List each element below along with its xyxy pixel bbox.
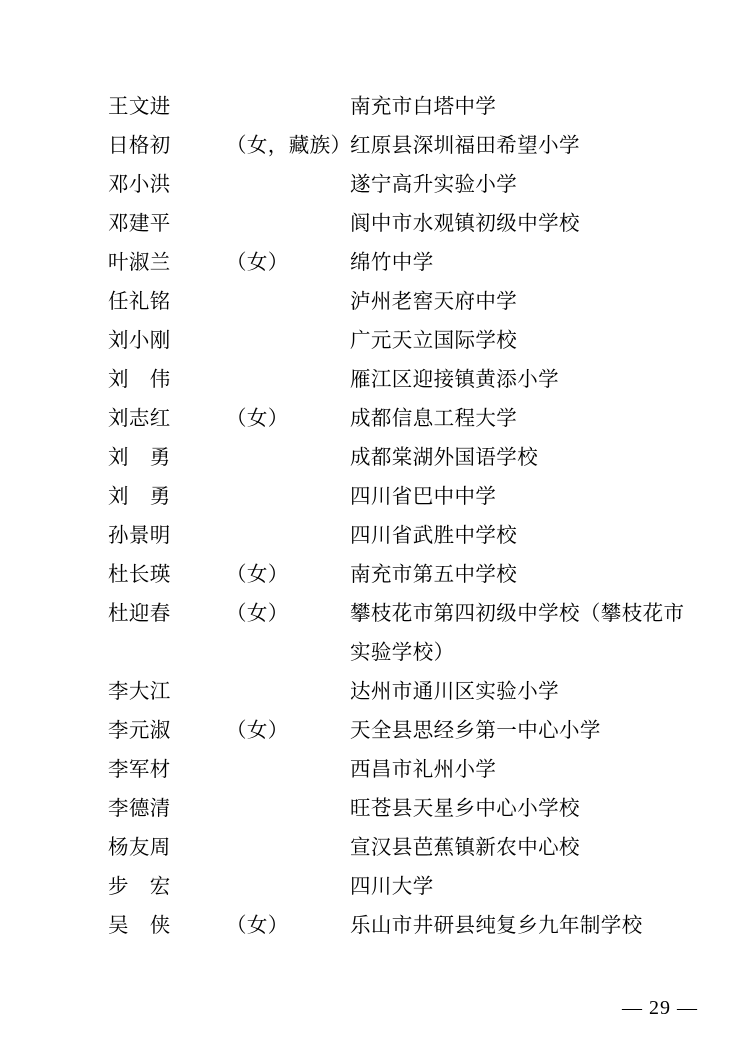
honoree-note: （女）: [226, 564, 289, 586]
list-item: [108, 283, 690, 322]
honoree-name: 刘 勇: [108, 447, 171, 469]
list-item: [108, 907, 690, 946]
honoree-note: （女）: [226, 408, 289, 430]
honoree-unit: 阆中市水观镇初级中学校: [350, 213, 580, 235]
honoree-name: 刘 勇: [108, 486, 171, 508]
list-item: [108, 634, 690, 673]
list-item: [108, 673, 690, 712]
honoree-name: 李大江: [108, 681, 171, 703]
honoree-name: 李元淑: [108, 720, 171, 742]
list-item: [108, 361, 690, 400]
honoree-name: 杜迎春: [108, 603, 171, 625]
list-item: [108, 88, 690, 127]
honoree-unit: 广元天立国际学校: [350, 330, 518, 352]
honoree-name: 邓建平: [108, 213, 171, 235]
list-item: [108, 790, 690, 829]
honoree-unit: 四川大学: [350, 876, 434, 898]
honoree-name: 叶淑兰: [108, 252, 171, 274]
list-item: [108, 400, 690, 439]
honoree-unit: 南充市第五中学校: [350, 564, 518, 586]
honoree-unit: 泸州老窖天府中学: [350, 291, 518, 313]
honoree-unit: 遂宁高升实验小学: [350, 174, 518, 196]
honoree-note: （女）: [226, 720, 289, 742]
honoree-unit: 天全县思经乡第一中心小学: [350, 720, 601, 742]
honoree-unit: 攀枝花市第四初级中学校（攀枝花市: [350, 603, 685, 625]
list-item: [108, 712, 690, 751]
list-item: [108, 556, 690, 595]
honoree-name: 刘志红: [108, 408, 171, 430]
list-item: [108, 166, 690, 205]
list-item: [108, 322, 690, 361]
honoree-name: 刘 伟: [108, 369, 171, 391]
honoree-name: 孙景明: [108, 525, 171, 547]
honoree-unit: 南充市白塔中学: [350, 96, 497, 118]
list-item: [108, 595, 690, 634]
honoree-unit: 实验学校）: [350, 642, 455, 664]
honoree-name: 李德清: [108, 798, 171, 820]
honoree-unit: 雁江区迎接镇黄添小学: [350, 369, 559, 391]
honoree-unit: 宣汉县芭蕉镇新农中心校: [350, 837, 580, 859]
honoree-note: （女）: [226, 252, 289, 274]
honoree-name: 邓小洪: [108, 174, 171, 196]
honoree-unit: 成都信息工程大学: [350, 408, 518, 430]
honoree-name: 刘小刚: [108, 330, 171, 352]
honoree-unit: 四川省巴中中学: [350, 486, 497, 508]
list-item: [108, 244, 690, 283]
honoree-name: 吴 侠: [108, 915, 171, 937]
honoree-note: （女）: [226, 603, 289, 625]
list-item: [108, 829, 690, 868]
list-item: [108, 439, 690, 478]
honoree-name: 杨友周: [108, 837, 171, 859]
honoree-unit: 成都棠湖外国语学校: [350, 447, 539, 469]
list-item: [108, 868, 690, 907]
honoree-unit: 乐山市井研县纯复乡九年制学校: [350, 915, 643, 937]
honoree-note: （女，藏族）: [226, 135, 352, 157]
list-item: [108, 205, 690, 244]
honoree-list: [108, 88, 690, 946]
honoree-unit: 红原县深圳福田希望小学: [350, 135, 580, 157]
page-number: — 29 —: [622, 997, 698, 1019]
honoree-unit: 达州市通川区实验小学: [350, 681, 559, 703]
honoree-unit: 西昌市礼州小学: [350, 759, 497, 781]
list-item: [108, 751, 690, 790]
honoree-unit: 绵竹中学: [350, 252, 434, 274]
honoree-unit: 四川省武胜中学校: [350, 525, 518, 547]
list-item: [108, 478, 690, 517]
honoree-name: 任礼铭: [108, 291, 171, 313]
list-item: [108, 127, 690, 166]
honoree-name: 王文进: [108, 96, 171, 118]
honoree-name: 日格初: [108, 135, 171, 157]
honoree-name: 杜长瑛: [108, 564, 171, 586]
list-item: [108, 517, 690, 556]
honoree-unit: 旺苍县天星乡中心小学校: [350, 798, 580, 820]
honoree-name: 李军材: [108, 759, 171, 781]
honoree-name: 步 宏: [108, 876, 171, 898]
honoree-note: （女）: [226, 915, 289, 937]
